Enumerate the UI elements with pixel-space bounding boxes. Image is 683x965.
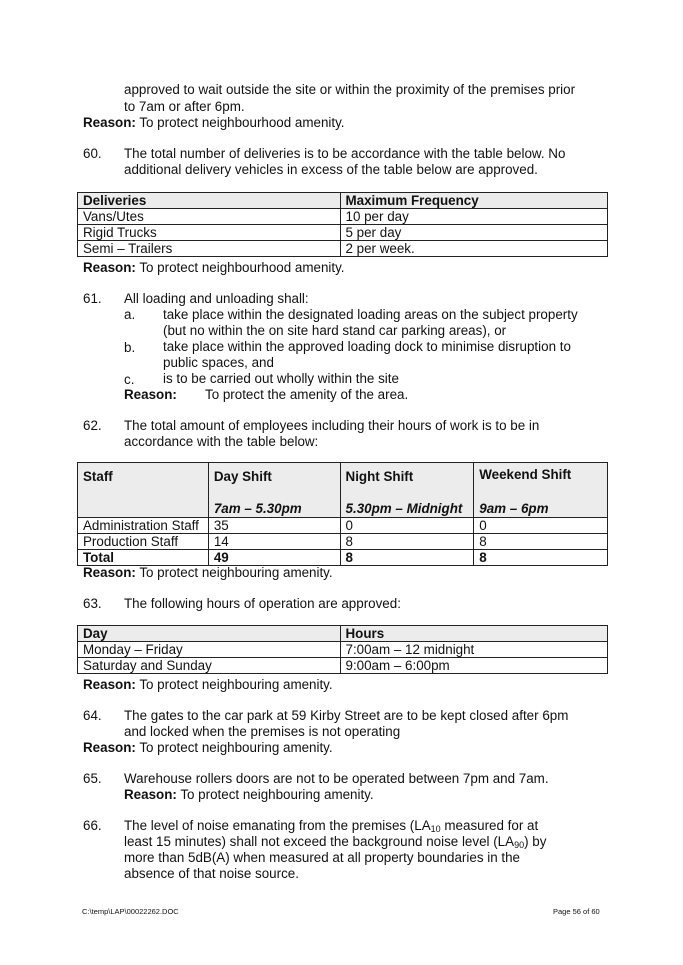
table-cell: Production Staff <box>78 534 209 550</box>
table-row <box>78 534 608 550</box>
table-cell: 8 <box>474 550 608 566</box>
reason-label: Reason: <box>124 387 177 402</box>
staff-table <box>77 462 608 566</box>
reason-label: Reason: <box>83 677 136 692</box>
table-cell: Semi – Trailers <box>78 241 341 257</box>
table-header-cell: Deliveries <box>78 193 341 209</box>
text-run: least 15 minutes) shall not exceed the background noise level (LA <box>124 834 515 849</box>
reason-text: To protect neighbouring amenity. <box>176 787 374 802</box>
table-cell: 9:00am – 6:00pm <box>340 658 608 674</box>
header-name: Staff <box>83 469 113 484</box>
reason-text: To protect neighbourhood amenity. <box>135 115 345 130</box>
condition-number-65: 65. <box>83 771 102 786</box>
table-cell: 0 <box>340 518 474 534</box>
reason-label: Reason: <box>124 787 177 802</box>
table-cell: Total <box>78 550 209 566</box>
footer-page-number: Page 56 of 60 <box>553 907 600 916</box>
list-item-line: is to be carried out wholly within the site <box>163 371 399 386</box>
condition-65-line-1: Warehouse rollers doors are not to be operated between 7pm and 7am. <box>124 771 549 786</box>
header-name: Night Shift <box>345 469 414 484</box>
condition-number-60: 60. <box>83 146 102 161</box>
table-cell: 7:00am – 12 midnight <box>340 642 608 658</box>
table-header-row <box>78 626 608 642</box>
condition-number-63: 63. <box>83 596 102 611</box>
deliveries-table <box>77 192 608 257</box>
reason-label: Reason: <box>83 260 136 275</box>
reason-text: To protect the amenity of the area. <box>205 387 409 402</box>
reason-text: To protect neighbouring amenity. <box>135 565 333 580</box>
header-name: Weekend Shift <box>479 467 572 482</box>
table-cell: Monday – Friday <box>78 642 341 658</box>
condition-63-reason <box>83 677 333 693</box>
condition-61-intro: All loading and unloading shall: <box>124 291 309 306</box>
list-item-letter: b. <box>124 340 136 355</box>
condition-64-line-2: and locked when the premises is not operating <box>124 724 401 739</box>
condition-number-66: 66. <box>83 818 102 833</box>
table-row <box>78 642 608 658</box>
table-cell: 0 <box>474 518 608 534</box>
condition-number-64: 64. <box>83 708 102 723</box>
condition-64-line-1: The gates to the car park at 59 Kirby Street are to be kept closed after 6pm <box>124 708 569 723</box>
condition-number-62: 62. <box>83 418 102 433</box>
table-cell: 5 per day <box>340 225 608 241</box>
header-hours: 7am – 5.30pm <box>213 501 302 516</box>
table-row <box>78 225 608 241</box>
table-header-cell: Hours <box>340 626 608 642</box>
table-total-row <box>78 550 608 566</box>
condition-64-reason <box>83 740 333 756</box>
header-hours: 9am – 6pm <box>479 501 549 516</box>
condition-60-line-1: The total number of deliveries is to be accordance with the table below. No <box>124 146 566 161</box>
table-header-cell <box>78 463 209 518</box>
table-cell: 35 <box>208 518 340 534</box>
table-cell: Saturday and Sunday <box>78 658 341 674</box>
table-row <box>78 658 608 674</box>
condition-66-line-3: more than 5dB(A) when measured at all property boundaries in the <box>124 850 520 865</box>
reason-label: Reason: <box>83 115 136 130</box>
condition-60-line-2: additional delivery vehicles in excess of the table below are approved. <box>124 162 538 177</box>
condition-66-line-4: absence of that noise source. <box>124 866 299 881</box>
table-row <box>78 518 608 534</box>
table-header-cell <box>208 463 340 518</box>
table-cell: 2 per week. <box>340 241 608 257</box>
table-header-cell <box>340 463 474 518</box>
list-item-line: (but no within the on site hard stand car parking areas), or <box>163 323 507 338</box>
text-run: ) by <box>524 834 547 849</box>
table-cell: 8 <box>474 534 608 550</box>
table-cell: Vans/Utes <box>78 209 341 225</box>
table-header-row <box>78 193 608 209</box>
condition-62-line-2: accordance with the table below: <box>124 434 319 449</box>
reason-label: Reason: <box>83 740 136 755</box>
table-header-row <box>78 463 608 518</box>
reason-text: To protect neighbouring amenity. <box>135 740 333 755</box>
list-item-line: take place within the approved loading dock to minimise disruption to <box>163 339 571 354</box>
table-header-cell <box>474 463 608 518</box>
list-item-line: public spaces, and <box>163 355 274 370</box>
table-header-cell: Maximum Frequency <box>340 193 608 209</box>
header-name: Day Shift <box>213 469 272 484</box>
condition-63-intro: The following hours of operation are approved: <box>124 596 401 611</box>
condition-number-61: 61. <box>83 291 102 306</box>
list-item-letter: c. <box>124 372 135 387</box>
condition-60-reason <box>83 260 345 276</box>
continuation-reason <box>83 115 345 131</box>
continuation-line-1: approved to wait outside the site or within the proximity of the premises prior <box>124 82 576 97</box>
table-cell: 49 <box>208 550 340 566</box>
header-hours: 5.30pm – Midnight <box>345 501 463 516</box>
footer-file-path: C:\temp\LAP\00022262.DOC <box>82 907 179 916</box>
reason-text: To protect neighbouring amenity. <box>135 677 333 692</box>
table-cell: 8 <box>340 550 474 566</box>
table-cell: Rigid Trucks <box>78 225 341 241</box>
condition-62-reason <box>83 565 333 581</box>
subscript: 90 <box>514 840 525 850</box>
reason-text: To protect neighbourhood amenity. <box>135 260 345 275</box>
list-item-line: take place within the designated loading areas on the subject property <box>163 307 578 322</box>
table-row <box>78 209 608 225</box>
hours-table <box>77 625 608 674</box>
table-cell: 8 <box>340 534 474 550</box>
table-cell: Administration Staff <box>78 518 209 534</box>
table-row <box>78 241 608 257</box>
condition-65-reason <box>124 787 374 803</box>
table-cell: 10 per day <box>340 209 608 225</box>
list-item-letter: a. <box>124 307 136 322</box>
text-run: The level of noise emanating from the premises (LA <box>124 818 431 833</box>
condition-62-line-1: The total amount of employees including their hours of work is to be in <box>124 418 540 433</box>
table-cell: 14 <box>208 534 340 550</box>
table-header-cell: Day <box>78 626 341 642</box>
subscript: 10 <box>430 824 441 834</box>
text-run: measured for at <box>440 818 539 833</box>
continuation-line-2: to 7am or after 6pm. <box>124 99 245 114</box>
reason-label: Reason: <box>83 565 136 580</box>
